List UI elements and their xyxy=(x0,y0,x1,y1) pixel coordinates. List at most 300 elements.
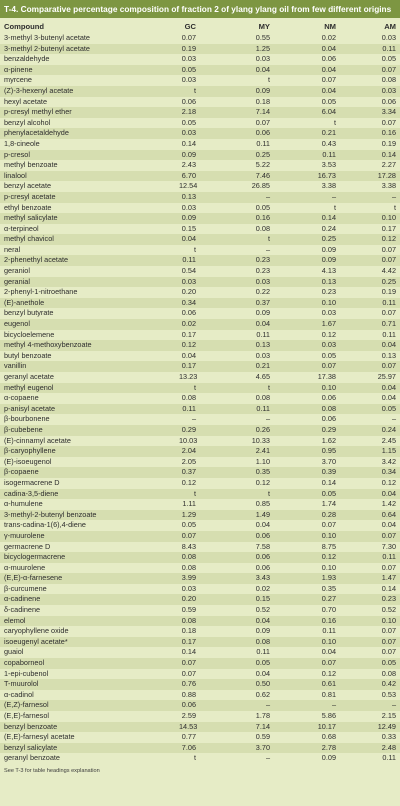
compound-cell: methyl benzoate xyxy=(4,160,58,170)
nm-cell: 0.07 xyxy=(321,361,336,371)
am-cell: 0.64 xyxy=(381,509,396,519)
table-row xyxy=(0,234,400,245)
header-nm: NM xyxy=(324,22,336,31)
nm-cell: 0.10 xyxy=(321,530,336,540)
composition-table xyxy=(0,18,400,764)
my-cell: 0.52 xyxy=(255,605,270,615)
nm-cell: 0.23 xyxy=(321,287,336,297)
table-row xyxy=(0,732,400,743)
gc-cell: 0.03 xyxy=(181,54,196,64)
compound-cell: (E,E)-farnesol xyxy=(4,711,50,720)
my-cell: 7.46 xyxy=(255,170,270,180)
compound-cell: benzyl acetate xyxy=(4,181,52,191)
am-cell: 0.03 xyxy=(381,33,396,42)
am-cell: 0.07 xyxy=(381,361,396,371)
am-cell: 0.07 xyxy=(381,244,396,254)
my-cell: 0.25 xyxy=(255,149,270,159)
table-row xyxy=(0,65,400,76)
table-row xyxy=(0,637,400,648)
table-row xyxy=(0,414,400,425)
nm-cell: 0.95 xyxy=(321,446,336,456)
gc-cell: 0.13 xyxy=(181,191,196,201)
gc-cell: 2.18 xyxy=(181,107,196,117)
am-cell: 2.27 xyxy=(381,160,396,170)
my-cell: – xyxy=(265,191,270,201)
my-cell: 0.08 xyxy=(255,223,270,233)
my-cell: 0.08 xyxy=(255,636,270,646)
nm-cell: 0.05 xyxy=(321,96,336,106)
table-row xyxy=(0,626,400,637)
gc-cell: 0.37 xyxy=(181,467,196,477)
compound-cell: α-pinene xyxy=(4,64,33,74)
compound-cell: β-bourbonene xyxy=(4,414,50,424)
table-row xyxy=(0,245,400,256)
table-header-row xyxy=(0,20,400,33)
my-cell: – xyxy=(265,414,270,424)
gc-cell: 0.29 xyxy=(181,424,196,434)
nm-cell: 0.24 xyxy=(321,223,336,233)
nm-cell: 1.93 xyxy=(321,573,336,583)
gc-cell: 2.05 xyxy=(181,456,196,466)
nm-cell: 5.86 xyxy=(321,711,336,720)
gc-cell: 0.59 xyxy=(181,605,196,615)
nm-cell: 16.73 xyxy=(317,170,336,180)
my-cell: 0.11 xyxy=(256,329,270,339)
am-cell: 0.52 xyxy=(381,605,396,615)
my-cell: – xyxy=(265,753,270,763)
compound-cell: 3-methyl 3-butenyl acetate xyxy=(4,33,90,42)
table-row xyxy=(0,647,400,658)
nm-cell: 0.07 xyxy=(321,75,336,85)
my-cell: 0.50 xyxy=(255,679,270,689)
nm-cell: 0.12 xyxy=(321,552,336,562)
gc-cell: 0.07 xyxy=(181,668,196,678)
table-row xyxy=(0,319,400,330)
compound-cell: α-terpineol xyxy=(4,223,39,233)
gc-cell: 0.88 xyxy=(181,689,196,699)
table-row xyxy=(0,54,400,65)
my-cell: 0.62 xyxy=(255,689,270,699)
compound-cell: benzaldehyde xyxy=(4,54,50,64)
table-row xyxy=(0,520,400,531)
am-cell: 0.10 xyxy=(381,615,396,625)
compound-cell: butyl benzoate xyxy=(4,350,52,360)
compound-cell: vanillin xyxy=(4,361,27,371)
am-cell: 0.04 xyxy=(381,393,396,403)
am-cell: 12.49 xyxy=(377,721,396,731)
gc-cell: 6.70 xyxy=(181,170,196,180)
my-cell: 1.49 xyxy=(255,509,270,519)
my-cell: 0.11 xyxy=(256,403,270,413)
compound-cell: phenylacetaldehyde xyxy=(4,128,69,138)
nm-cell: 0.06 xyxy=(321,393,336,403)
am-cell: 0.05 xyxy=(381,54,396,64)
my-cell: 0.08 xyxy=(255,393,270,403)
compound-cell: (E)-cinnamyl acetate xyxy=(4,435,71,445)
compound-cell: elemol xyxy=(4,615,26,625)
gc-cell: 0.03 xyxy=(181,75,196,85)
gc-cell: 1.11 xyxy=(182,499,196,509)
gc-cell: 0.17 xyxy=(181,361,196,371)
gc-cell: 0.03 xyxy=(181,583,196,593)
nm-cell: 0.12 xyxy=(321,329,336,339)
header-gc: GC xyxy=(184,22,196,31)
compound-cell: geranyl acetate xyxy=(4,372,54,381)
gc-cell: – xyxy=(191,414,196,424)
gc-cell: 0.12 xyxy=(181,340,196,350)
my-cell: 0.05 xyxy=(255,202,270,212)
nm-cell: 3.38 xyxy=(321,181,336,191)
my-cell: 0.18 xyxy=(255,96,270,106)
table-row xyxy=(0,552,400,563)
nm-cell: 0.68 xyxy=(321,732,336,742)
table-row xyxy=(0,192,400,203)
nm-cell: 0.04 xyxy=(321,85,336,95)
nm-cell: 0.09 xyxy=(321,255,336,265)
nm-cell: 3.53 xyxy=(321,160,336,170)
compound-cell: benzyl salicylate xyxy=(4,742,58,752)
compound-cell: p-cresol xyxy=(4,149,30,159)
table-row xyxy=(0,128,400,139)
gc-cell: 0.09 xyxy=(181,149,196,159)
my-cell: 0.09 xyxy=(255,85,270,95)
nm-cell: 0.10 xyxy=(321,382,336,392)
am-cell: 0.07 xyxy=(381,255,396,265)
am-cell: 1.42 xyxy=(381,499,396,509)
am-cell: 0.04 xyxy=(381,340,396,350)
compound-cell: γ-muurolene xyxy=(4,530,45,540)
nm-cell: 0.09 xyxy=(321,244,336,254)
table-row xyxy=(0,499,400,510)
table-row xyxy=(0,531,400,542)
compound-cell: neral xyxy=(4,244,21,254)
table-row xyxy=(0,118,400,129)
compound-cell: p-cresyl acetate xyxy=(4,191,56,201)
my-cell: 3.70 xyxy=(255,742,270,752)
my-cell: 0.55 xyxy=(255,33,270,42)
my-cell: 0.03 xyxy=(255,54,270,64)
gc-cell: 0.06 xyxy=(181,700,196,710)
compound-cell: (E,E)-α-farnesene xyxy=(4,573,63,583)
my-cell: 1.10 xyxy=(255,456,270,466)
table-row xyxy=(0,75,400,86)
compound-cell: ethyl benzoate xyxy=(4,202,52,212)
my-cell: 0.09 xyxy=(255,626,270,636)
table-row xyxy=(0,33,400,44)
table-row xyxy=(0,489,400,500)
gc-cell: 0.77 xyxy=(181,732,196,742)
my-cell: 0.05 xyxy=(255,658,270,668)
gc-cell: 7.06 xyxy=(181,742,196,752)
my-cell: t xyxy=(267,382,270,392)
compound-cell: 2-phenyl-1-nitroethane xyxy=(4,287,78,297)
am-cell: 0.11 xyxy=(382,297,396,307)
gc-cell: t xyxy=(193,753,196,763)
my-cell: 7.58 xyxy=(255,541,270,551)
am-cell: 0.14 xyxy=(381,149,396,159)
nm-cell: 0.09 xyxy=(321,753,336,763)
my-cell: 0.22 xyxy=(255,287,270,297)
table-row xyxy=(0,510,400,521)
gc-cell: 0.04 xyxy=(181,350,196,360)
am-cell: 0.07 xyxy=(381,636,396,646)
my-cell: 0.04 xyxy=(255,319,270,329)
gc-cell: 8.43 xyxy=(181,541,196,551)
gc-cell: 0.07 xyxy=(181,33,196,42)
compound-cell: hexyl acetate xyxy=(4,96,47,106)
compound-cell: geranial xyxy=(4,276,30,286)
gc-cell: 0.18 xyxy=(181,626,196,636)
table-row xyxy=(0,722,400,733)
nm-cell: 0.16 xyxy=(321,615,336,625)
compound-cell: β-curcumene xyxy=(4,583,47,593)
nm-cell: 1.62 xyxy=(321,435,336,445)
gc-cell: 10.03 xyxy=(179,435,198,445)
nm-cell: 0.11 xyxy=(322,149,336,159)
my-cell: 0.85 xyxy=(255,499,270,509)
table-row xyxy=(0,277,400,288)
am-cell: 0.17 xyxy=(381,223,396,233)
am-cell: 1.47 xyxy=(381,573,396,583)
table-row xyxy=(0,700,400,711)
am-cell: 0.03 xyxy=(381,85,396,95)
am-cell: 0.08 xyxy=(381,75,396,85)
my-cell: 0.03 xyxy=(255,350,270,360)
am-cell: 0.13 xyxy=(381,350,396,360)
am-cell: 3.38 xyxy=(381,181,396,191)
nm-cell: 0.07 xyxy=(321,520,336,530)
table-row xyxy=(0,44,400,55)
my-cell: 0.09 xyxy=(255,308,270,318)
my-cell: 26.85 xyxy=(251,181,270,191)
table-row xyxy=(0,690,400,701)
my-cell: 3.43 xyxy=(255,573,270,583)
my-cell: 0.03 xyxy=(255,276,270,286)
compound-cell: benzyl butyrate xyxy=(4,308,54,318)
am-cell: t xyxy=(393,202,396,212)
compound-cell: β-copaene xyxy=(4,467,39,477)
gc-cell: 0.12 xyxy=(181,477,196,487)
am-cell: 0.53 xyxy=(381,689,396,699)
compound-cell: methyl chavicol xyxy=(4,234,54,244)
compound-cell: isoeugenyl acetate* xyxy=(4,636,68,646)
gc-cell: 0.54 xyxy=(181,266,196,276)
am-cell: 0.71 xyxy=(381,319,396,329)
gc-cell: 0.06 xyxy=(181,96,196,106)
am-cell: 0.23 xyxy=(381,594,396,604)
compound-cell: methyl salicylate xyxy=(4,213,58,223)
gc-cell: 0.15 xyxy=(181,223,196,233)
gc-cell: 0.11 xyxy=(182,255,196,265)
table-row xyxy=(0,753,400,764)
gc-cell: t xyxy=(193,244,196,254)
compound-cell: α-muurolene xyxy=(4,562,46,572)
gc-cell: 12.54 xyxy=(179,181,198,191)
am-cell: 0.04 xyxy=(381,520,396,530)
table-row xyxy=(0,404,400,415)
table-row xyxy=(0,457,400,468)
compound-cell: 3-methyl-2-butenyl benzoate xyxy=(4,509,97,519)
gc-cell: 0.06 xyxy=(181,308,196,318)
my-cell: 0.12 xyxy=(255,477,270,487)
nm-cell: t xyxy=(333,202,336,212)
table-row xyxy=(0,669,400,680)
compound-cell: β-cubebene xyxy=(4,424,43,434)
table-row xyxy=(0,150,400,161)
my-cell: 0.23 xyxy=(255,266,270,276)
my-cell: 0.04 xyxy=(255,615,270,625)
am-cell: 0.07 xyxy=(381,647,396,657)
nm-cell: 2.78 xyxy=(321,742,336,752)
gc-cell: 0.20 xyxy=(181,594,196,604)
nm-cell: 3.70 xyxy=(321,456,336,466)
gc-cell: 0.17 xyxy=(181,329,196,339)
compound-cell: (E)-isoeugenol xyxy=(4,456,52,466)
compound-cell: δ-cadinene xyxy=(4,605,41,615)
nm-cell: 0.10 xyxy=(321,562,336,572)
table-row xyxy=(0,308,400,319)
am-cell: 0.05 xyxy=(381,658,396,668)
compound-cell: 3-methyl 2-butenyl acetate xyxy=(4,43,90,53)
table-row xyxy=(0,255,400,266)
table-row xyxy=(0,340,400,351)
my-cell: t xyxy=(267,488,270,498)
my-cell: 4.65 xyxy=(255,372,270,381)
compound-cell: germacrene D xyxy=(4,541,51,551)
gc-cell: 3.99 xyxy=(181,573,196,583)
am-cell: 25.97 xyxy=(377,372,396,381)
my-cell: 0.15 xyxy=(255,594,270,604)
nm-cell: 0.43 xyxy=(321,138,336,148)
am-cell: 0.12 xyxy=(381,234,396,244)
footnote: See T-3 for table headings explanation xyxy=(4,767,100,774)
compound-cell: eugenol xyxy=(4,319,30,329)
gc-cell: 0.14 xyxy=(181,138,196,148)
am-cell: 0.11 xyxy=(382,43,396,53)
table-row xyxy=(0,616,400,627)
nm-cell: 1.74 xyxy=(321,499,336,509)
am-cell: 0.08 xyxy=(381,668,396,678)
nm-cell: 0.03 xyxy=(321,340,336,350)
nm-cell: 6.04 xyxy=(321,107,336,117)
nm-cell: 0.03 xyxy=(321,308,336,318)
nm-cell: 0.27 xyxy=(321,594,336,604)
compound-cell: trans-cadina-1(6),4-diene xyxy=(4,520,86,530)
compound-cell: (E,Z)-farnesol xyxy=(4,700,49,710)
am-cell: 0.11 xyxy=(382,329,396,339)
am-cell: 2.45 xyxy=(381,435,396,445)
gc-cell: 0.05 xyxy=(181,520,196,530)
nm-cell: 10.17 xyxy=(317,721,336,731)
nm-cell: 8.75 xyxy=(321,541,336,551)
gc-cell: 14.53 xyxy=(179,721,198,731)
nm-cell: 0.04 xyxy=(321,64,336,74)
table-row xyxy=(0,467,400,478)
nm-cell: 4.13 xyxy=(321,266,336,276)
my-cell: t xyxy=(267,234,270,244)
am-cell: 0.19 xyxy=(381,138,396,148)
header-compound: Compound xyxy=(4,22,45,31)
header-my: MY xyxy=(258,22,270,31)
gc-cell: 0.04 xyxy=(181,234,196,244)
nm-cell: 0.29 xyxy=(321,424,336,434)
nm-cell: 0.05 xyxy=(321,350,336,360)
my-cell: 0.07 xyxy=(255,117,270,127)
table-row xyxy=(0,213,400,224)
table-row xyxy=(0,743,400,754)
table-row xyxy=(0,287,400,298)
am-cell: 0.42 xyxy=(381,679,396,689)
gc-cell: 0.11 xyxy=(182,403,196,413)
table-row xyxy=(0,679,400,690)
my-cell: 0.16 xyxy=(255,213,270,223)
table-row xyxy=(0,298,400,309)
my-cell: 1.78 xyxy=(255,711,270,720)
compound-cell: (Z)-3-hexenyl acetate xyxy=(4,85,74,95)
nm-cell: t xyxy=(333,117,336,127)
my-cell: 0.26 xyxy=(255,424,270,434)
compound-cell: p-cresyl methyl ether xyxy=(4,107,72,117)
my-cell: 0.04 xyxy=(255,520,270,530)
compound-cell: methyl eugenol xyxy=(4,382,54,392)
nm-cell: 0.07 xyxy=(321,658,336,668)
am-cell: 4.42 xyxy=(381,266,396,276)
nm-cell: 0.28 xyxy=(321,509,336,519)
am-cell: 0.33 xyxy=(381,732,396,742)
gc-cell: 2.59 xyxy=(181,711,196,720)
nm-cell: 0.06 xyxy=(321,414,336,424)
nm-cell: 0.10 xyxy=(321,297,336,307)
gc-cell: t xyxy=(193,382,196,392)
am-cell: – xyxy=(391,700,396,710)
table-row xyxy=(0,139,400,150)
nm-cell: 1.67 xyxy=(321,319,336,329)
nm-cell: 0.02 xyxy=(321,33,336,42)
gc-cell: 0.14 xyxy=(181,647,196,657)
nm-cell: 0.35 xyxy=(321,583,336,593)
am-cell: 0.07 xyxy=(381,562,396,572)
am-cell: 0.07 xyxy=(381,530,396,540)
am-cell: 0.25 xyxy=(381,276,396,286)
compound-cell: β-caryophyllene xyxy=(4,446,56,456)
nm-cell: 0.21 xyxy=(321,128,336,138)
gc-cell: 2.04 xyxy=(181,446,196,456)
table-row xyxy=(0,330,400,341)
table-row xyxy=(0,563,400,574)
compound-cell: α-humulene xyxy=(4,499,43,509)
compound-cell: myrcene xyxy=(4,75,32,85)
nm-cell: 0.61 xyxy=(321,679,336,689)
table-row xyxy=(0,573,400,584)
am-cell: 17.28 xyxy=(377,170,396,180)
table-row xyxy=(0,425,400,436)
table-row xyxy=(0,160,400,171)
my-cell: 0.06 xyxy=(255,128,270,138)
gc-cell: t xyxy=(193,488,196,498)
am-cell: 3.34 xyxy=(381,107,396,117)
gc-cell: 0.08 xyxy=(181,615,196,625)
am-cell: 0.07 xyxy=(381,308,396,318)
am-cell: 0.04 xyxy=(381,382,396,392)
compound-cell: p-anisyl acetate xyxy=(4,403,56,413)
table-row xyxy=(0,181,400,192)
table-row xyxy=(0,478,400,489)
gc-cell: 0.34 xyxy=(181,297,196,307)
my-cell: 0.11 xyxy=(256,138,270,148)
am-cell: 0.07 xyxy=(381,64,396,74)
my-cell: 7.14 xyxy=(255,107,270,117)
nm-cell: 0.81 xyxy=(321,689,336,699)
